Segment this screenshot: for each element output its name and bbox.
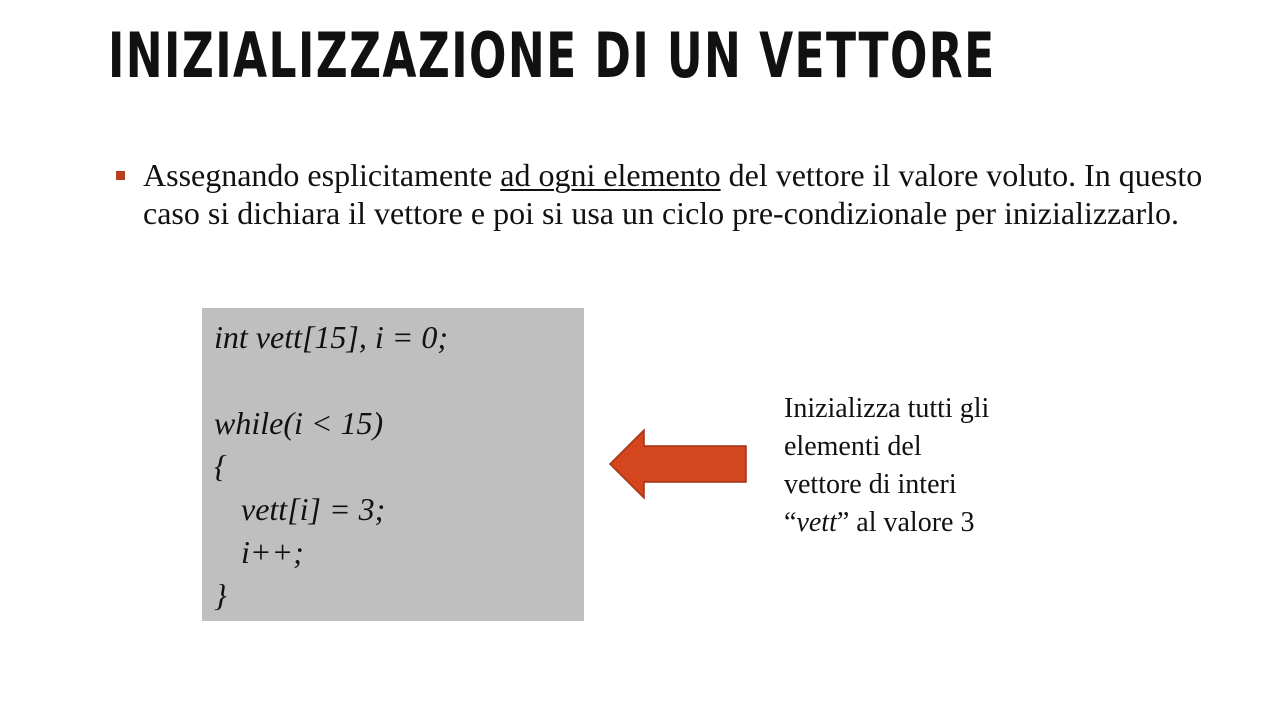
bullet-text-underlined: ad ogni elemento	[500, 157, 721, 193]
code-line-close-brace: }	[214, 577, 227, 613]
code-line-blank	[214, 359, 584, 402]
code-line-while: while(i < 15)	[214, 405, 384, 441]
code-line-increment: i++;	[241, 534, 304, 570]
bullet-text-start: Assegnando esplicitamente	[143, 157, 501, 193]
bullet-point	[116, 156, 1216, 232]
annotation-line: Inizializza tutti gli	[784, 393, 990, 424]
annotation-line: elementi del	[784, 431, 922, 462]
open-quote: “	[784, 507, 797, 538]
annotation-line: vettore di interi	[784, 469, 957, 500]
annotation-line-rest: ” al valore 3	[836, 507, 975, 538]
code-line-assignment: vett[i] = 3;	[241, 491, 386, 527]
bullet-text-end: del vettore il valore voluto. In questo caso si dichiara il vettore e poi si usa un ciclo pre-condizionale per inizializzarlo.	[143, 157, 1203, 231]
code-line-declaration: int vett[15], i = 0;	[214, 319, 449, 355]
arrow-left-icon	[608, 428, 750, 500]
arrow-left-shape	[610, 430, 746, 498]
bullet-text	[143, 156, 1216, 232]
square-bullet-icon	[116, 171, 125, 180]
code-box	[202, 308, 584, 621]
code-line-open-brace: {	[214, 448, 227, 484]
annotation-line	[784, 504, 1084, 542]
variable-name: vett	[796, 507, 837, 538]
slide-title: INIZIALIZZAZIONE DI UN VETTORE	[108, 19, 996, 92]
annotation-text	[784, 390, 1084, 542]
